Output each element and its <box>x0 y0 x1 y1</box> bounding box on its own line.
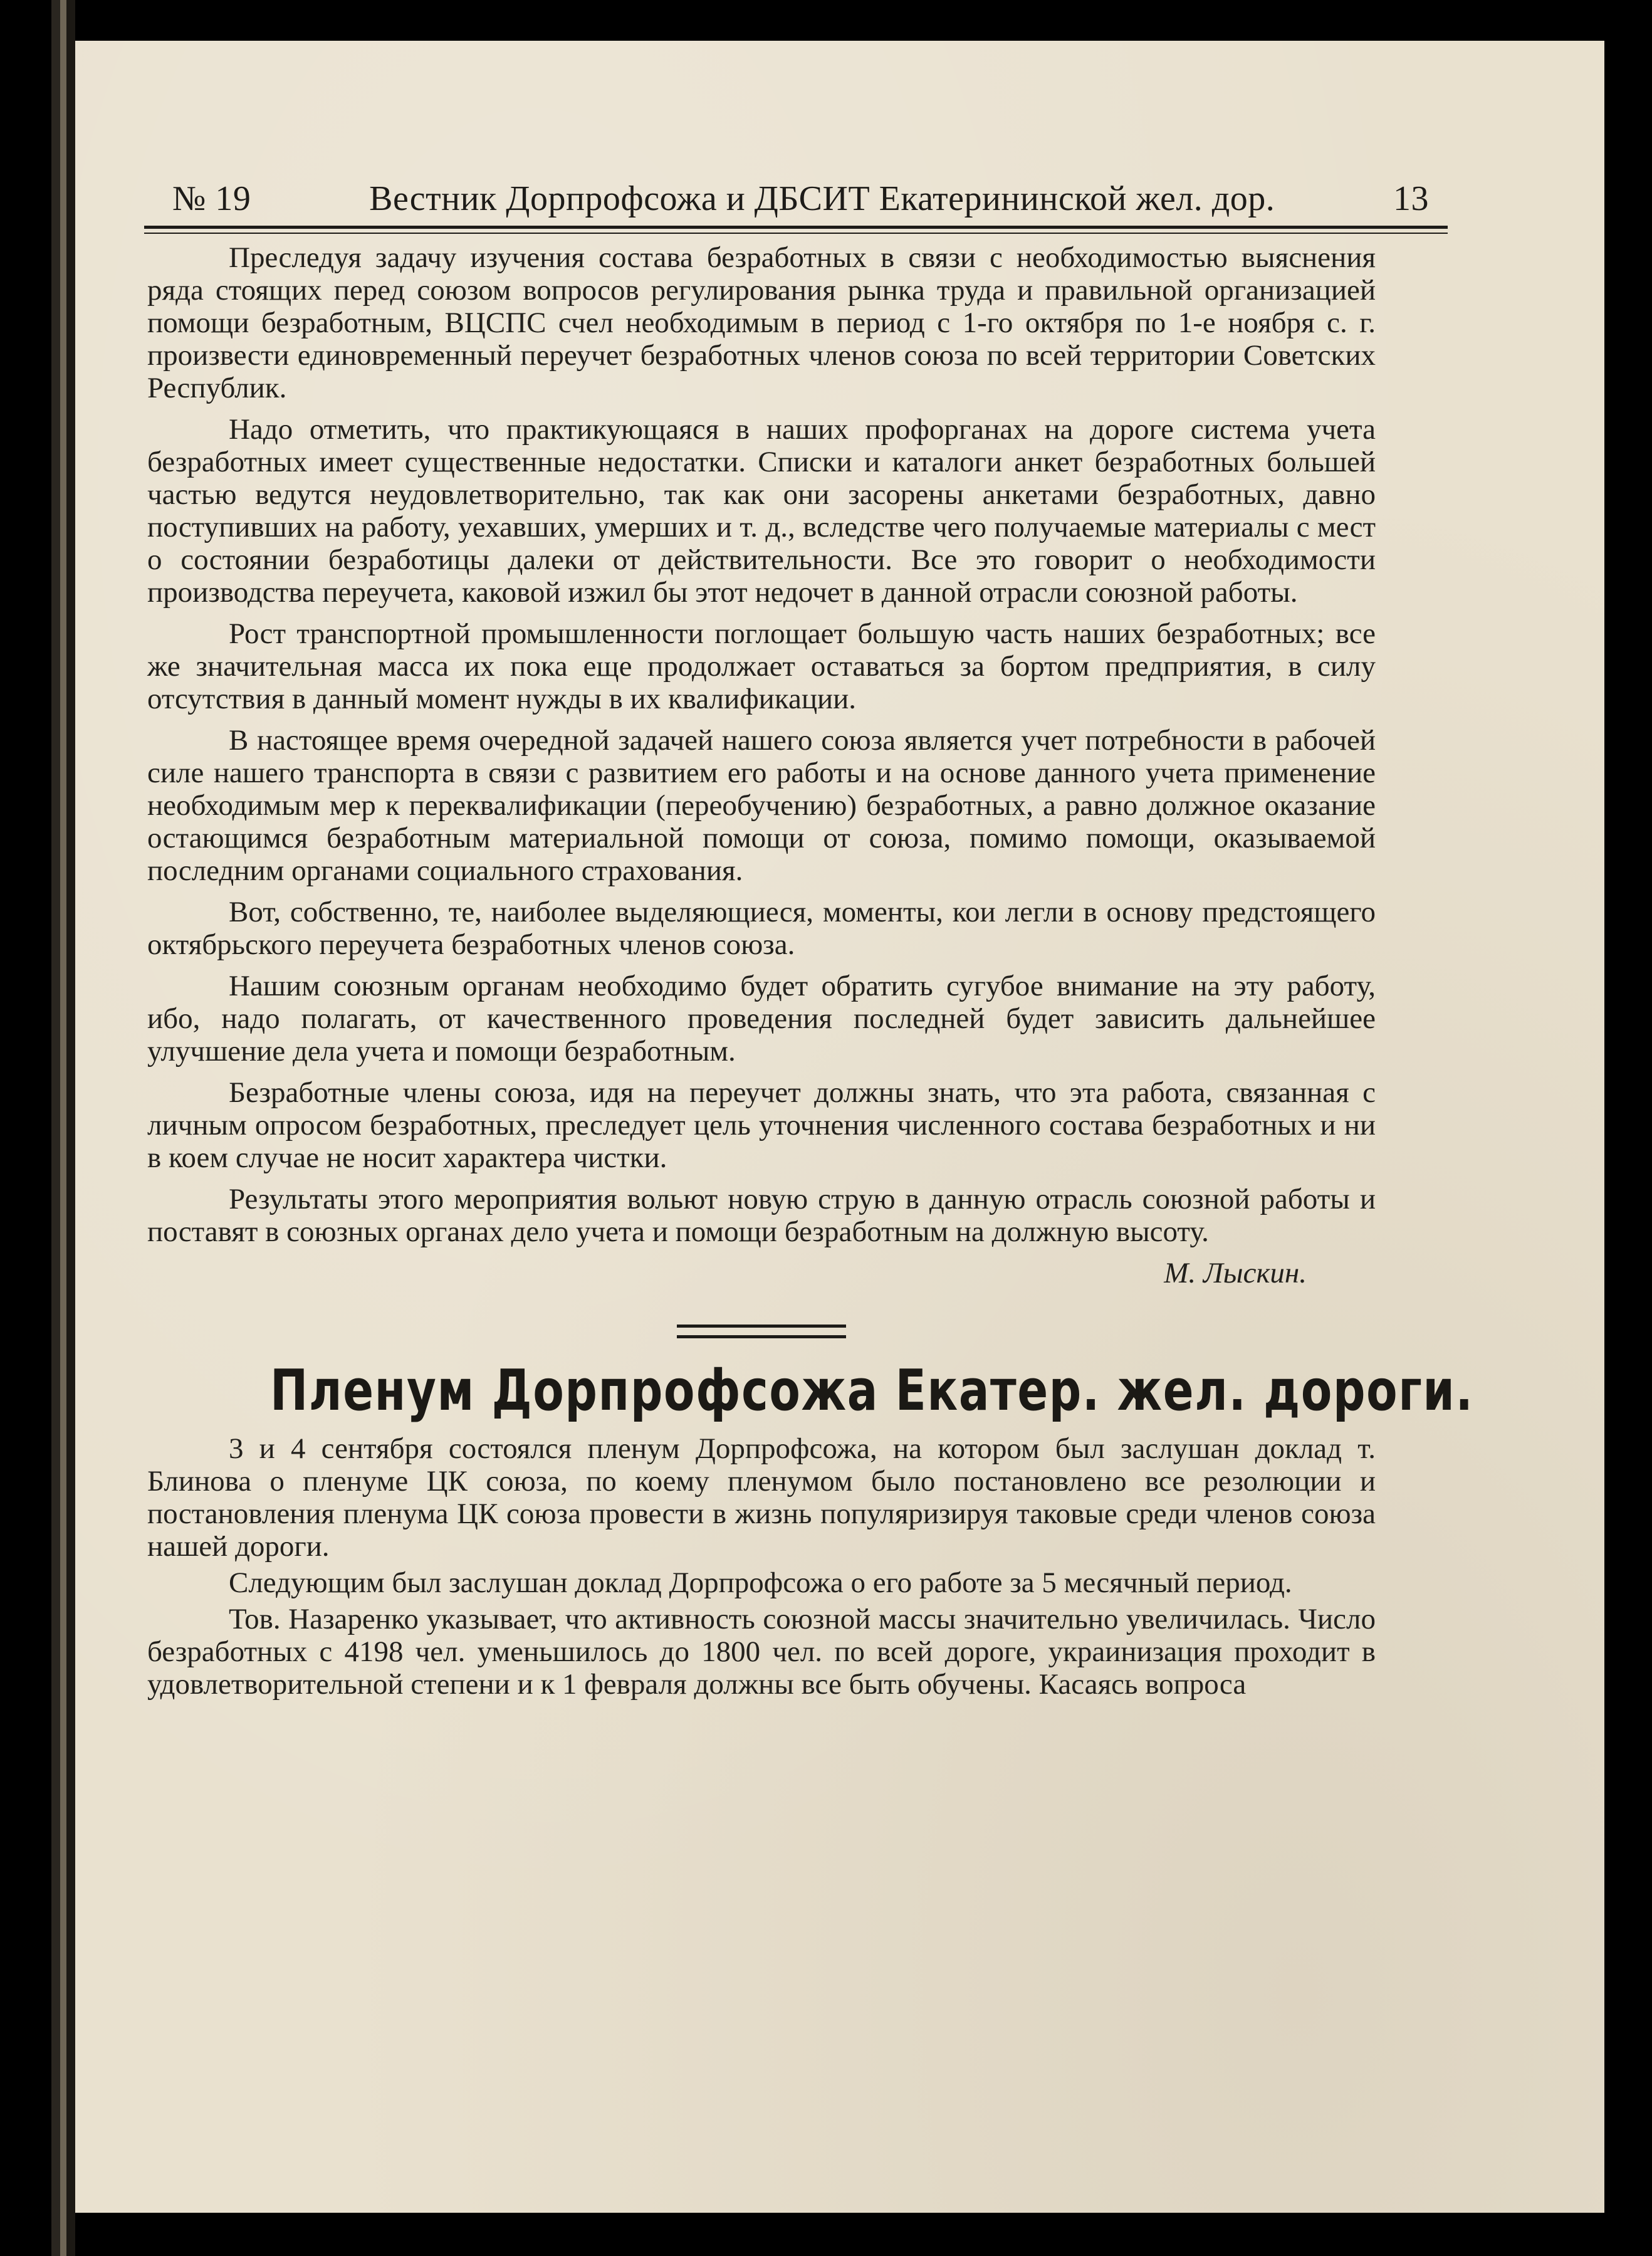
article <box>147 241 1376 1289</box>
journal-title: Вестник Дорпрофсожа и ДБСИТ Екатерининской жел. дор. <box>369 179 1275 218</box>
header-rule <box>144 226 1448 229</box>
section-heading: Пленум Дорпрофсожа Екатер. жел. дороги. <box>270 1358 1474 1424</box>
journal-page <box>75 41 1604 2213</box>
report-paragraph: Тов. Назаренко указывает, что активность союзной массы значительно увеличилась. Число безработных с 4198 чел. уменьшилось до 1800 чел. по всей дороге, украинизация проходит в удовлетворительной степени и к 1 февраля должны все быть обучены. Касаясь вопроса <box>147 1603 1376 1701</box>
author-signature: М. Лыскин. <box>1164 1257 1307 1289</box>
book-spine <box>0 0 75 2256</box>
page-body <box>147 241 1474 1704</box>
article-paragraph: Нашим союзным органам необходимо будет обратить сугубое внимание на эту работу, ибо, надо полагать, от качественного проведения последней будет зависить дальнейшее улучшение дела учета и помощи безработным. <box>147 970 1376 1068</box>
issue-number: № 19 <box>172 179 251 218</box>
article-paragraph: Преследуя задачу изучения состава безработных в связи с необходимостью выяснения ряда стоящих перед союзом вопросов регулирования рынка труда и правильной организацией помощи безработным, ВЦСПС счел необходимым в период с 1-го октября по 1-е ноября с. г. произвести единовременный переучет безработных членов союза по всей территории Советских Республик. <box>147 241 1376 404</box>
report-paragraph: 3 и 4 сентября состоялся пленум Дорпрофсожа, на котором был заслушан доклад т. Блинова о пленуме ЦК союза, по коему пленумом было постановлено все резолюции и постановления пленума ЦК союза провести в жизнь популяризируя таковые среди членов союза нашей дороги. <box>147 1432 1376 1563</box>
article-paragraph: Результаты этого мероприятия вольют новую струю в данную отрасль союзной работы и поставят в союзных органах дело учета и помощи безработным на должную высоту. <box>147 1183 1376 1248</box>
report-paragraph: Следующим был заслушан доклад Дорпрофсожа о его работе за 5 месячный период. <box>229 1566 1292 1599</box>
running-header <box>144 179 1448 219</box>
section-divider <box>677 1325 846 1338</box>
plenum-report <box>147 1432 1376 1701</box>
article-paragraph: Вот, собственно, те, наиболее выделяющиеся, моменты, кои легли в основу предстоящего октябрьского переучета безработных членов союза. <box>147 896 1376 961</box>
page-number: 13 <box>1393 179 1429 218</box>
article-paragraph: В настоящее время очередной задачей нашего союза является учет потребности в рабочей силе нашего транспорта в связи с развитием его работы и на основе данного учета применение необходимым мер к переквалификации (переобучению) безработных, а равно должное оказание остающимся безработным материальной помощи от союза, помимо помощи, оказываемой последним органами социального страхования. <box>147 724 1376 887</box>
article-paragraph: Безработные члены союза, идя на переучет должны знать, что эта работа, связанная с личным опросом безработных, преследует цель уточнения численного состава безработных и ни в коем случае не носит характера чистки. <box>147 1076 1376 1174</box>
article-paragraph: Рост транспортной промышленности поглощает большую часть наших безработных; все же значительная масса их пока еще продолжает оставаться за бортом предприятия, в силу отсутствия в данный момент нужды в их квалификации. <box>147 617 1376 715</box>
article-paragraph: Надо отметить, что практикующаяся в наших профорганах на дороге система учета безработных имеет существенные недостатки. Списки и каталоги анкет безработных большей частью ведутся неудовлетворительно, так как они засорены анкетами безработных, давно поступивших на работу, уехавших, умерших и т. д., вследстве чего получаемые материалы с мест о состоянии безработицы далеки от действительности. Все это говорит о необходимости производства переучета, каковой изжил бы этот недочет в данной отрасли союзной работы. <box>147 413 1376 609</box>
header-rule-thin <box>144 233 1448 234</box>
